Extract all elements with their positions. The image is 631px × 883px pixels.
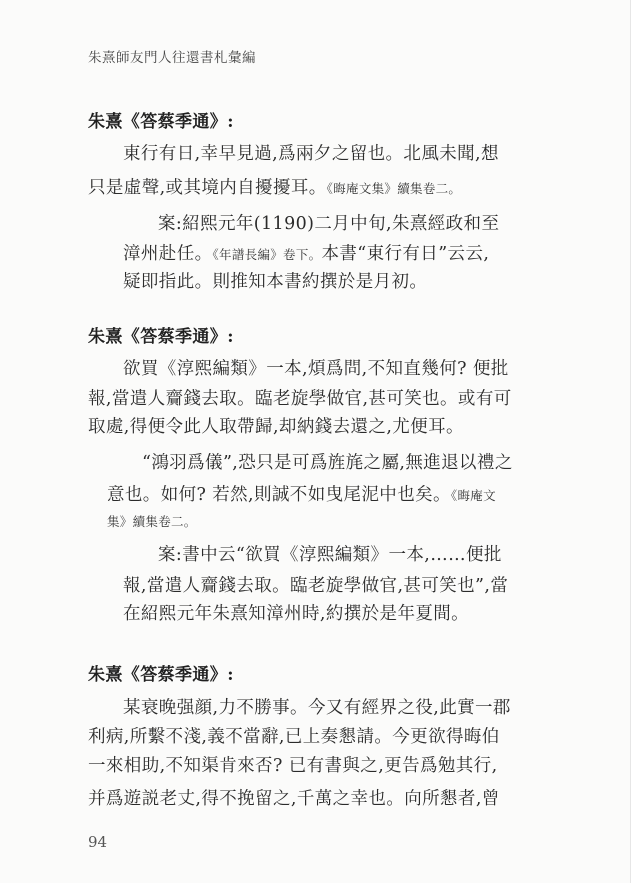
section-heading: 朱熹《答蔡季通》:	[88, 665, 234, 685]
body-line: 東行有日,幸早見過,爲兩夕之留也。北風未聞,想	[123, 144, 499, 164]
citation: 《晦庵文	[450, 488, 496, 503]
body-text: 漳州赴任。	[123, 244, 213, 264]
body-line: 某衰晚强顔,力不勝事。今又有經界之役,此實一郡	[123, 698, 511, 718]
quote-line: “鴻羽爲儀”,恐只是可爲旌旄之屬,無進退以禮之	[142, 453, 513, 473]
body-line: 并爲遊説老丈,得不挽留之,千萬之幸也。向所懇者,曾	[88, 789, 500, 809]
note-line: 案:書中云“欲買《淳熙編類》一本,……便批	[158, 545, 502, 565]
body-text: 本書“東行有日”云云,	[321, 244, 490, 264]
body-text: 只是虛聲,或其境内自擾擾耳。	[88, 178, 327, 198]
citation: 《年譜長編》卷下。	[212, 247, 322, 262]
quote-line	[107, 481, 496, 506]
citation: 集》續集卷二。	[107, 514, 197, 529]
body-line: 利病,所繫不淺,義不當辭,已上奏懇請。今更欲得晦伯	[88, 727, 500, 747]
body-line: 報,當遣人齎錢去取。臨老旋學做官,甚可笑也。或有可	[88, 389, 512, 409]
note-line: 報,當遣人齎錢去取。臨老旋學做官,甚可笑也”,當	[123, 576, 509, 596]
body-text: 意也。如何? 若然,則誠不如曳尾泥中也矣。	[107, 485, 451, 505]
body-line: 一來相助,不知渠肯來否? 已有書與之,更告爲勉其行,	[88, 756, 498, 776]
note-line: 在紹熙元年朱熹知漳州時,約撰於是年夏間。	[123, 604, 470, 624]
body-line: 欲買《淳熙編類》一本,煩爲問,不知直幾何? 便批	[123, 359, 509, 379]
note-line: 案:紹熙元年(1190)二月中旬,朱熹經政和至	[158, 214, 500, 234]
body-line: 取處,得便令此人取帶歸,却納錢去還之,尤便耳。	[88, 417, 464, 437]
section-heading: 朱熹《答蔡季通》:	[88, 112, 234, 132]
section-heading: 朱熹《答蔡季通》:	[88, 327, 234, 347]
note-line: 疑即指此。則推知本書約撰於是月初。	[123, 272, 428, 292]
note-line	[123, 240, 489, 265]
citation: 《晦庵文集》續集卷二。	[326, 181, 462, 196]
body-line	[88, 174, 461, 199]
running-title: 朱熹師友門人往還書札彙編	[88, 50, 256, 66]
page-number: 94	[88, 833, 108, 851]
